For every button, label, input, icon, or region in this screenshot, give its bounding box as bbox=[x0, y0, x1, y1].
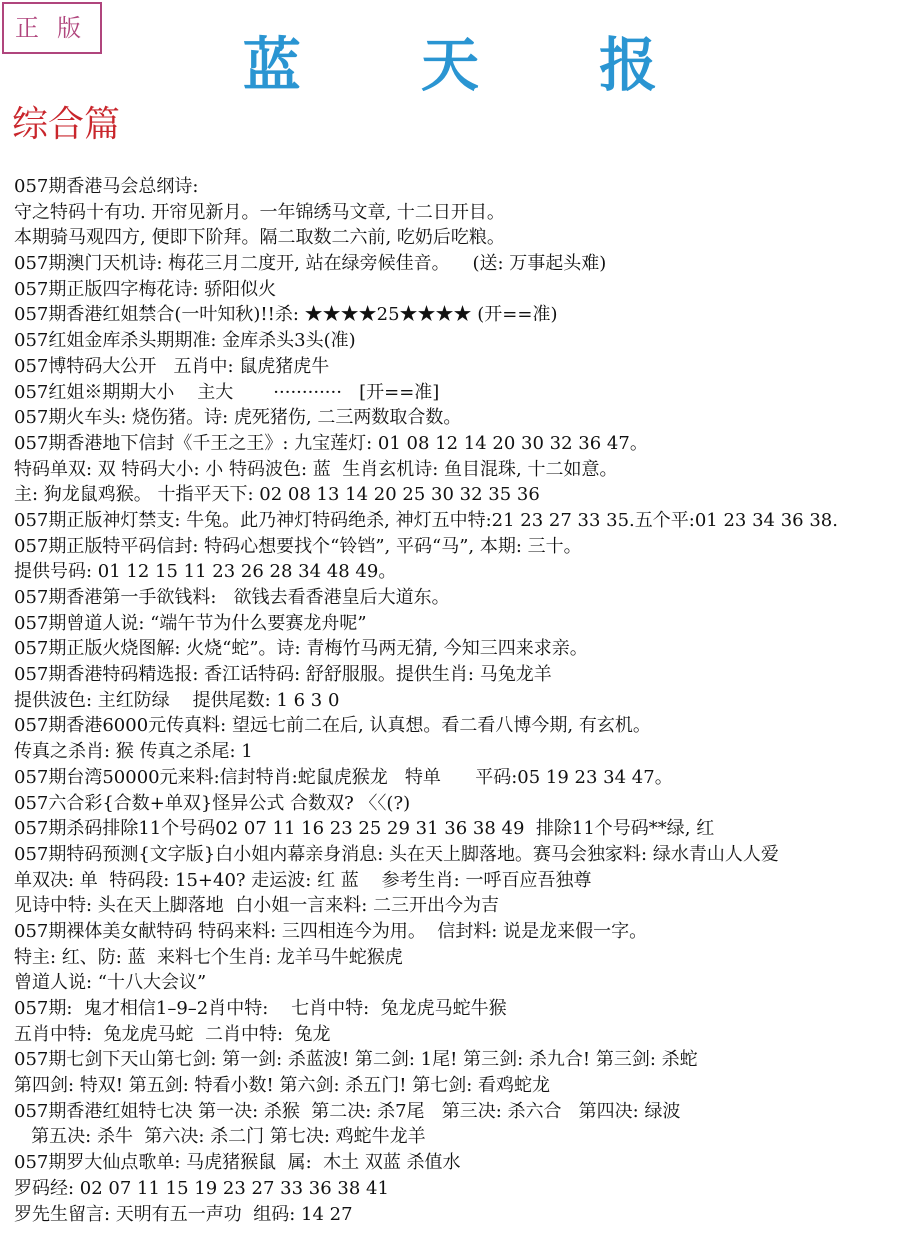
text-line: 057期特码预测{文字版}白小姐内幕亲身消息: 头在天上脚落地。赛马会独家料: 绿水青山人人爱 bbox=[14, 843, 779, 865]
text-line: 提供号码: 01 12 15 11 23 26 28 34 48 49。 bbox=[14, 561, 397, 583]
text-line: 057博特码大公开 五肖中: 鼠虎猪虎牛 bbox=[14, 355, 330, 377]
text-line: 057期香港地下信封《千王之王》: 九宝莲灯: 01 08 12 14 20 30 32 36 47。 bbox=[14, 432, 648, 454]
text-line: 057红姐金库杀头期期准: 金库杀头3头(准) bbox=[14, 330, 356, 352]
text-line: 057期香港马会总纲诗: bbox=[14, 176, 199, 197]
text-line: 057期正版神灯禁支: 牛兔。此乃神灯特码绝杀, 神灯五中特:21 23 27 33 35.五个平:01 23 34 36 38. bbox=[14, 509, 838, 531]
text-line: 057期香港红姐禁合(一叶知秋)!!杀: ★★★★25★★★★ (开==准) bbox=[14, 304, 558, 326]
text-line: 057期裸体美女献特码 特码来料: 三四相连今为用。 信封料: 说是龙来假一字。 bbox=[14, 920, 648, 942]
text-line: 057红姐※期期大小 主大 ············ [开==准] bbox=[14, 381, 440, 403]
text-line: 057期香港6000元传真料: 望远七前二在后, 认真想。看二看八博今期, 有玄机。 bbox=[14, 715, 651, 737]
text-line: 057期正版特平码信封: 特码心想要找个“铃铛”, 平码“马”, 本期: 三十。 bbox=[14, 535, 582, 557]
text-line: 057期七剑下天山第七剑: 第一剑: 杀蓝波! 第二剑: 1尾! 第三剑: 杀九合! 第三剑: 杀蛇 bbox=[14, 1049, 698, 1071]
text-line: 057期杀码排除11个号码02 07 11 16 23 25 29 31 36 38 49 排除11个号码**绿, 红 bbox=[14, 818, 715, 840]
text-line: 特主: 红、防: 蓝 来料七个生肖: 龙羊马牛蛇猴虎 bbox=[14, 946, 403, 968]
text-line: 五肖中特: 兔龙虎马蛇 二肖中特: 兔龙 bbox=[14, 1023, 331, 1045]
text-line: 见诗中特: 头在天上脚落地 白小姐一言来料: 二三开出今为吉 bbox=[14, 895, 500, 917]
text-line: 057期正版四字梅花诗: 骄阳似火 bbox=[14, 278, 277, 300]
text-line: 罗先生留言: 天明有五一声功 组码: 14 27 bbox=[14, 1203, 353, 1225]
text-line: 057期罗大仙点歌单: 马虎猪猴鼠 属: 木土 双蓝 杀值水 bbox=[14, 1152, 461, 1174]
text-line: 守之特码十有功. 开帘见新月。一年锦绣马文章, 十二日开目。 bbox=[14, 201, 505, 223]
text-line: 057期香港第一手欲钱料: 欲钱去看香港皇后大道东。 bbox=[14, 587, 450, 608]
text-line: 057期正版火烧图解: 火烧“蛇”。诗: 青梅竹马两无猜, 今知三四来求亲。 bbox=[14, 638, 588, 660]
text-line: 057期曾道人说: “端午节为什么要赛龙舟呢” bbox=[14, 612, 367, 634]
text-line: 057期香港红姐特七决 第一决: 杀猴 第二决: 杀7尾 第三决: 杀六合 第四决: 绿波 bbox=[14, 1100, 681, 1122]
edition-badge: 正版 bbox=[2, 2, 102, 54]
text-line: 罗码经: 02 07 11 15 19 23 27 33 36 38 41 bbox=[14, 1177, 389, 1199]
article-body bbox=[14, 174, 898, 1227]
text-line: 主: 狗龙鼠鸡猴。 十指平天下: 02 08 13 14 20 25 30 32 35 36 bbox=[14, 484, 540, 506]
text-line: 传真之杀肖: 猴 传真之杀尾: 1 bbox=[14, 741, 253, 763]
text-line: 本期骑马观四方, 便即下阶拜。隔二取数二六前, 吃奶后吃粮。 bbox=[14, 227, 505, 249]
text-line: 曾道人说: “十八大会议” bbox=[14, 972, 207, 994]
text-line: 特码单双: 双 特码大小: 小 特码波色: 蓝 生肖玄机诗: 鱼目混珠, 十二如意。 bbox=[14, 458, 618, 480]
text-line: 057期香港特码精选报: 香江话特码: 舒舒服服。提供生肖: 马兔龙羊 bbox=[14, 664, 552, 686]
text-line: 第四剑: 特双! 第五剑: 特看小数! 第六剑: 杀五门! 第七剑: 看鸡蛇龙 bbox=[14, 1075, 551, 1097]
text-line: 第五决: 杀牛 第六决: 杀二门 第七决: 鸡蛇牛龙羊 bbox=[14, 1126, 426, 1148]
section-title: 综合篇 bbox=[12, 104, 121, 145]
text-line: 057期火车头: 烧伤猪。诗: 虎死猪伤, 二三两数取合数。 bbox=[14, 407, 462, 429]
text-line: 057六合彩{合数+单双}怪异公式 合数双? 〈〈(?) bbox=[14, 792, 411, 814]
text-line: 单双决: 单 特码段: 15+40? 走运波: 红 蓝 参考生肖: 一呼百应吾独尊 bbox=[14, 869, 592, 891]
masthead-title: 蓝 天 报 bbox=[242, 31, 708, 99]
text-line: 提供波色: 主红防绿 提供尾数: 1 6 3 0 bbox=[14, 689, 340, 711]
text-line: 057期澳门天机诗: 梅花三月二度开, 站在绿旁候佳音。 (送: 万事起头难) bbox=[14, 253, 607, 275]
text-line: 057期台湾50000元来料:信封特肖:蛇鼠虎猴龙 特单 平码:05 19 23 34 47。 bbox=[14, 766, 673, 788]
text-line: 057期: 鬼才相信1–9–2肖中特: 七肖中特: 兔龙虎马蛇牛猴 bbox=[14, 998, 507, 1019]
